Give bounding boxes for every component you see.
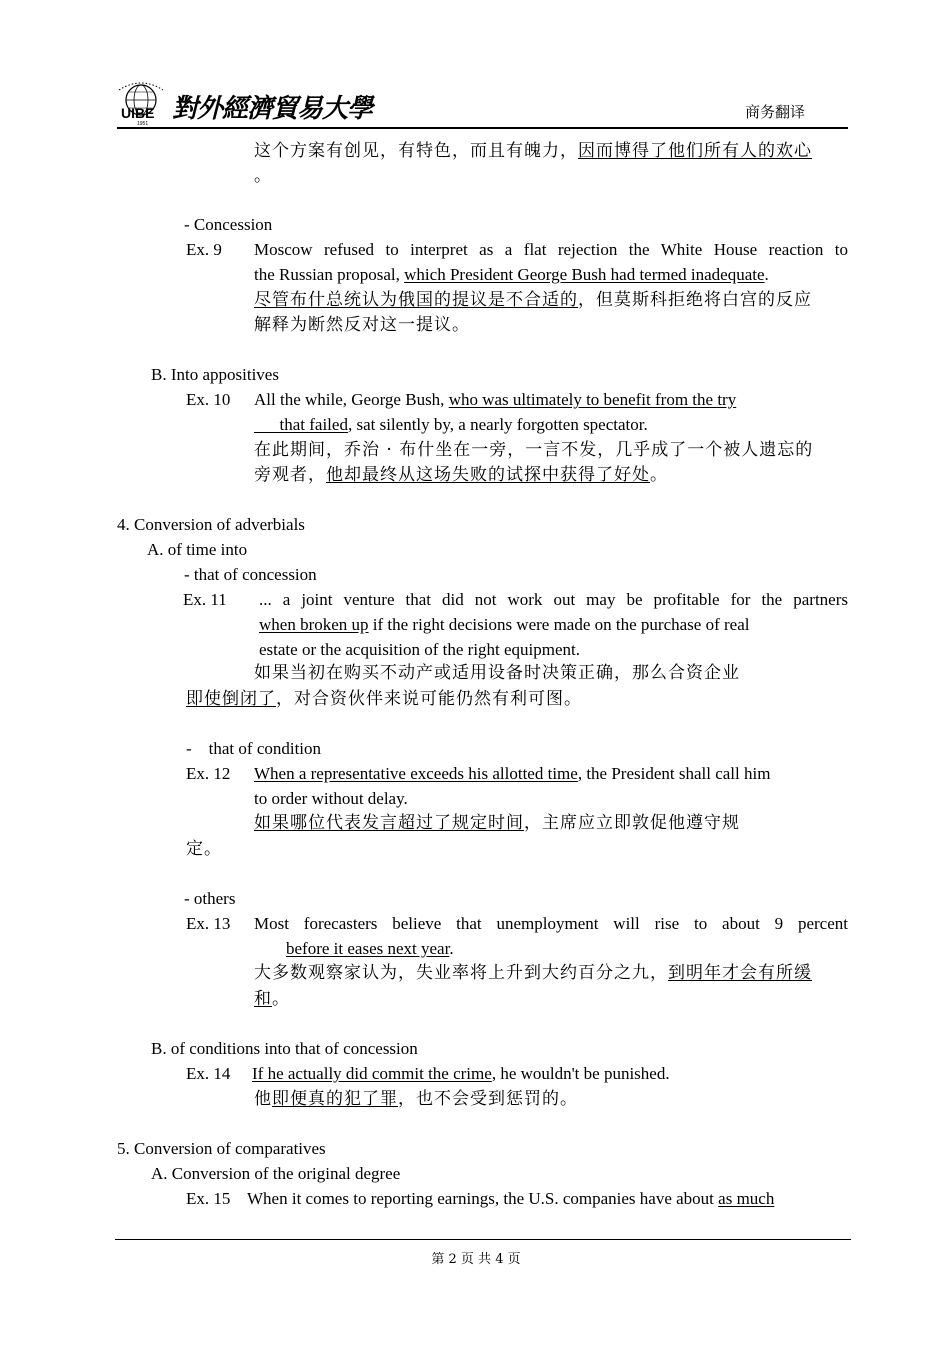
original-degree-heading: A. Conversion of the original degree xyxy=(151,1164,401,1183)
ex15-line1: When it comes to reporting earnings, the U.S. companies have about as much xyxy=(247,1189,775,1208)
ex14-line1: If he actually did commit the crime, he wouldn't be punished. xyxy=(252,1064,670,1083)
ex10-zh2: 旁观者，他却最终从这场失败的试探中获得了好处。 xyxy=(254,465,668,485)
footer-divider xyxy=(115,1239,851,1240)
that-of-condition-heading: - that of condition xyxy=(186,739,322,758)
ex12-line2: to order without delay. xyxy=(254,789,408,808)
ex9-line2: the Russian proposal, which President George Bush had termed inadequate. xyxy=(254,265,769,284)
ex12-zh2: 定。 xyxy=(186,839,222,859)
that-of-concession-heading: - that of concession xyxy=(184,565,317,584)
page-number: 第 2 页 共 4 页 xyxy=(431,1252,521,1267)
ex12-zh1: 如果哪位代表发言超过了规定时间，主席应立即敦促他遵守规 xyxy=(254,813,740,833)
course-title: 商务翻译 xyxy=(745,103,806,121)
ex13-zh2: 和。 xyxy=(254,989,290,1009)
svg-text:UIBE: UIBE xyxy=(121,105,155,121)
ex14-label: Ex. 14 xyxy=(186,1064,231,1083)
ex12-line1: When a representative exceeds his allotted time, the President shall call him xyxy=(254,764,771,783)
ex10-label: Ex. 10 xyxy=(186,390,231,409)
ex11-line3: estate or the acquisition of the right equipment. xyxy=(259,640,581,659)
ex10-zh1: 在此期间，乔治 · 布什坐在一旁，一言不发，几乎成了一个被人遗忘的 xyxy=(254,440,814,460)
ex9-label: Ex. 9 xyxy=(186,240,222,259)
university-logo xyxy=(117,80,169,126)
ex11-zh2: 即使倒闭了，对合资伙伴来说可能仍然有利可图。 xyxy=(186,689,582,709)
ex12-label: Ex. 12 xyxy=(186,764,231,783)
of-time-heading: A. of time into xyxy=(147,540,248,559)
section-4-heading: 4. Conversion of adverbials xyxy=(117,515,305,534)
ex10-line2: that failed, sat silently by, a nearly forgotten spectator. xyxy=(279,415,648,434)
header-divider xyxy=(117,127,848,129)
ex13-label: Ex. 13 xyxy=(186,914,231,933)
others-heading: - others xyxy=(184,889,236,908)
ex14-zh: 他即便真的犯了罪，也不会受到惩罚的。 xyxy=(254,1089,578,1109)
concession-heading: - Concession xyxy=(184,215,273,234)
ex9-zh2: 解释为断然反对这一提议。 xyxy=(254,315,470,335)
p1-zh: 这个方案有创见，有特色，而且有魄力，因而博得了他们所有人的欢心 xyxy=(254,141,812,161)
p1-zh-end: 。 xyxy=(254,166,272,186)
of-conditions-heading: B. of conditions into that of concession xyxy=(151,1039,418,1058)
into-appositives-heading: B. Into appositives xyxy=(151,365,279,384)
university-name: 對外經濟貿易大學 xyxy=(172,94,373,124)
ex13-line1: Most forecasters believe that unemployment will rise to about 9 percent xyxy=(254,914,848,933)
ex10-line1: All the while, George Bush, who was ultimately to benefit from the try xyxy=(254,390,737,409)
ex11-line2: when broken up if the right decisions were made on the purchase of real xyxy=(259,615,750,634)
ex9-zh1: 尽管布什总统认为俄国的提议是不合适的，但莫斯科拒绝将白宫的反应 xyxy=(254,290,812,310)
ex11-label: Ex. 11 xyxy=(183,590,227,609)
section-5-heading: 5. Conversion of comparatives xyxy=(117,1139,326,1158)
ex9-line1: Moscow refused to interpret as a flat rejection the White House reaction to xyxy=(254,240,848,259)
ex13-zh1: 大多数观察家认为，失业率将上升到大约百分之九，到明年才会有所缓 xyxy=(254,963,812,983)
ex15-label: Ex. 15 xyxy=(186,1189,231,1208)
ex11-zh1: 如果当初在购买不动产或适用设备时决策正确，那么合资企业 xyxy=(254,663,740,683)
ex11-line1: ... a joint venture that did not work out may be profitable for the partners xyxy=(259,590,848,609)
ex13-line2: before it eases next year. xyxy=(286,939,454,958)
svg-text:1951: 1951 xyxy=(137,121,149,126)
